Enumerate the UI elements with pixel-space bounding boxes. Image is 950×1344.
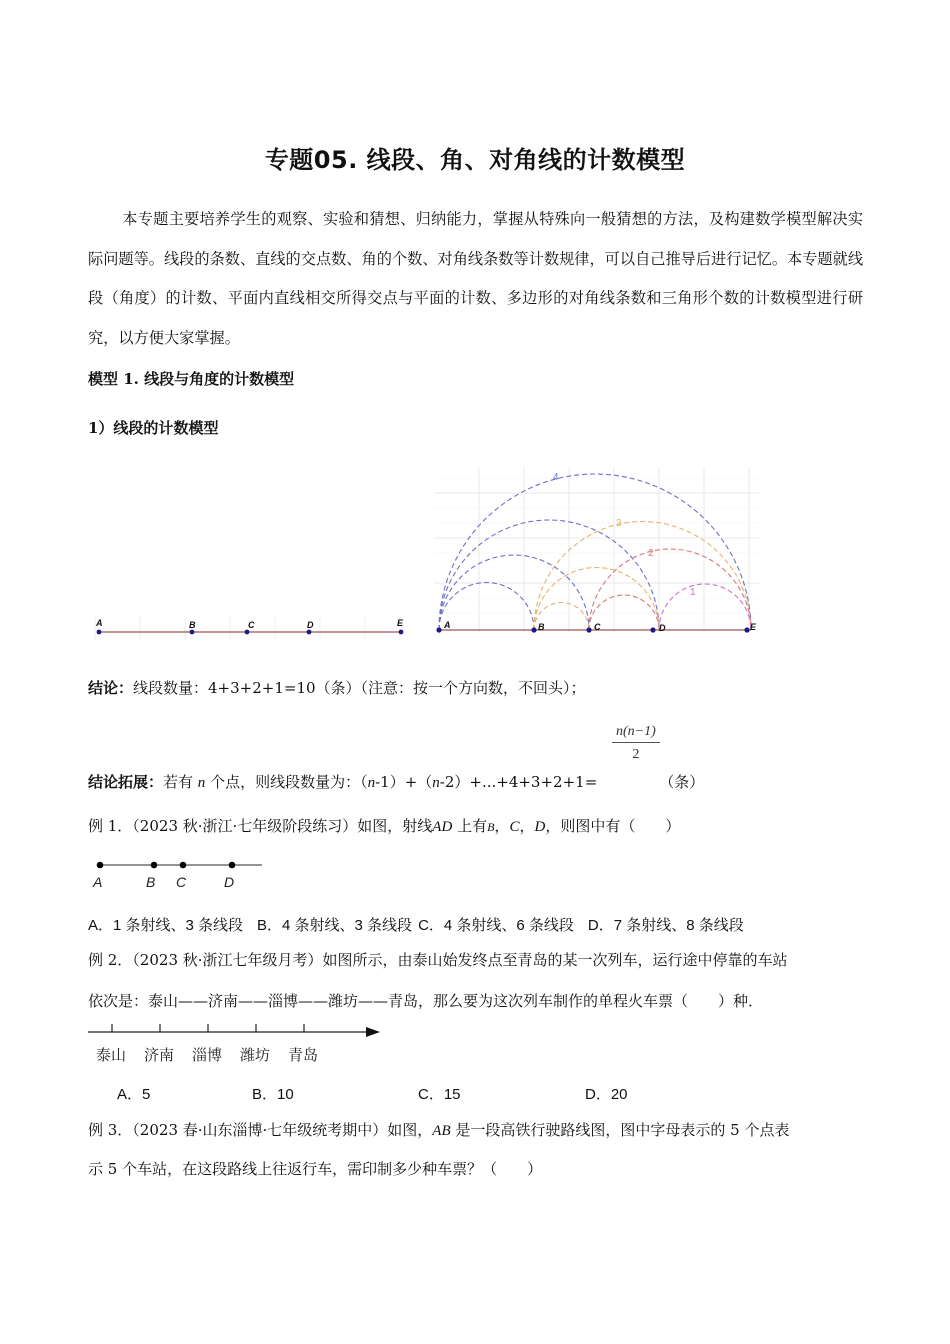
svg-text:C: C: [248, 620, 255, 630]
separator: ，: [494, 817, 510, 835]
example1-prefix: 例 1．（2023 秋·浙江·七年级阶段练习）如图，射线: [88, 817, 433, 835]
svg-text:D: D: [307, 620, 314, 630]
svg-text:A: A: [96, 618, 103, 628]
segment-ab: AB: [432, 1123, 451, 1139]
extension-text: -2）+...+4+3+2+1=: [439, 773, 598, 791]
svg-text:E: E: [750, 622, 757, 632]
sub1-heading: 1）线段的计数模型: [88, 419, 219, 437]
example2-line1: 例 2．（2023 秋·浙江七年级月考）如图所示，由泰山始发终点至青岛的某一次列车，运行途中停靠的车站: [88, 951, 788, 969]
var-n: n: [367, 775, 376, 791]
extension-unit: （条）: [659, 773, 705, 791]
option-a[interactable]: A．5: [117, 1086, 151, 1103]
svg-text:青岛: 青岛: [288, 1047, 319, 1064]
svg-text:2: 2: [648, 548, 654, 559]
svg-text:济南: 济南: [144, 1047, 175, 1064]
option-a[interactable]: A．1 条射线、3 条线段: [88, 917, 244, 934]
extension-text: -1）+（: [375, 773, 433, 791]
point-c: C: [509, 819, 520, 835]
example1-ray-figure: [88, 856, 268, 892]
segment-figure-left: [85, 612, 410, 642]
intro-paragraph: [88, 200, 863, 358]
option-d[interactable]: D．20: [585, 1086, 628, 1103]
option-b[interactable]: B．10: [252, 1086, 294, 1103]
svg-text:A: A: [93, 874, 103, 890]
example2-line2: 依次是：泰山——济南——淄博——潍坊——青岛，那么要为这次列车制作的单程火车票（ ）种．: [88, 992, 764, 1010]
conclusion-line: [88, 677, 586, 698]
intro-text: 本专题主要培养学生的观察、实验和猜想、归纳能力，掌握从特殊向一般猜想的方法，及构建数学模型解决实际问题等。线段的条数、直线的交点数、角的个数、对角线条数等计数规律，可以自己推导后进行记忆。本专题就线段（角度）的计数、平面内直线相交所得交点与平面的计数、多边形的对角线条数和三角形个数的计数模型进行研究，以方便大家掌握。: [88, 210, 863, 347]
svg-text:4: 4: [553, 472, 559, 483]
svg-text:泰山: 泰山: [96, 1047, 127, 1064]
svg-text:B: B: [538, 622, 545, 632]
svg-text:潍坊: 潍坊: [240, 1047, 271, 1064]
formula-fraction: [612, 724, 660, 763]
extension-label: 结论拓展：: [88, 773, 164, 791]
svg-text:3: 3: [616, 518, 622, 529]
example3-line1: [88, 1119, 789, 1140]
example1-options: [88, 914, 744, 935]
var-n: n: [432, 775, 440, 791]
svg-text:D: D: [659, 623, 666, 633]
example1-text: 上有: [452, 817, 488, 835]
example1-suffix: ，则图中有（ ）: [545, 817, 681, 835]
example3-text: 是一段高铁行驶路线图，图中字母表示的 5 个点表: [450, 1121, 790, 1139]
svg-text:B: B: [189, 620, 196, 630]
page-title: 专题05. 线段、角、对角线的计数模型: [264, 146, 686, 174]
example1-question: [88, 815, 680, 836]
point-b: B: [487, 820, 495, 834]
svg-text:1: 1: [690, 587, 696, 598]
example3-line2: 示 5 个车站，在这段路线上往返行车，需印制多少种车票？（ ）: [88, 1160, 543, 1178]
separator: ，: [519, 817, 535, 835]
svg-text:D: D: [224, 874, 235, 890]
svg-text:B: B: [146, 874, 156, 890]
segment-arc-figure: [434, 468, 764, 638]
svg-text:E: E: [397, 618, 404, 628]
option-c[interactable]: C．4 条射线、6 条线段: [418, 917, 574, 934]
point-d: D: [534, 819, 546, 835]
svg-text:C: C: [594, 622, 601, 632]
formula-numerator: n(n−1): [612, 724, 660, 743]
svg-text:A: A: [444, 620, 451, 630]
option-b[interactable]: B．4 条射线、3 条线段: [257, 917, 413, 934]
svg-text:C: C: [176, 874, 187, 890]
extension-text: 个点，则线段数量为：（: [205, 773, 368, 791]
extension-line: [88, 771, 704, 792]
option-c[interactable]: C．15: [418, 1086, 461, 1103]
option-d[interactable]: D．7 条射线、8 条线段: [587, 917, 744, 934]
extension-text: 若有: [163, 773, 198, 791]
conclusion-label: 结论：: [88, 679, 134, 697]
conclusion-text: 线段数量：4+3+2+1=10（条）（注意：按一个方向数，不回头）；: [133, 679, 586, 697]
example3-prefix: 例 3．（2023 春·山东淄博·七年级统考期中）如图，: [88, 1121, 433, 1139]
var-n: n: [197, 775, 206, 791]
ray-ad: AD: [432, 819, 453, 835]
model1-heading: 模型 1. 线段与角度的计数模型: [88, 370, 295, 388]
railway-line-figure: [86, 1020, 386, 1070]
formula-denominator: 2: [632, 747, 640, 762]
svg-text:淄博: 淄博: [192, 1047, 223, 1064]
